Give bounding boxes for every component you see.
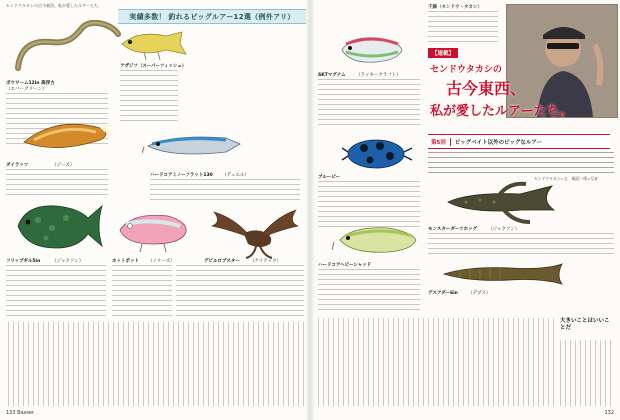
flip-gill-image	[8, 198, 104, 254]
lure-label-r5: デスアダー6in	[428, 291, 458, 296]
lure-text-3	[6, 169, 108, 197]
vertical-body-text	[8, 322, 304, 406]
writer-credit: センドウタカシ=文	[534, 176, 568, 181]
lure-text-4	[150, 179, 300, 203]
author-name: 千藤（センドウ・タカシ）	[428, 5, 482, 10]
lure-sub-1: （エバーグリーン）	[6, 87, 47, 92]
lure-label-r3: ハードコアヘビーシャッド	[318, 263, 372, 268]
lure-sub-6: （ノリーズ）	[148, 259, 175, 264]
series-title-panel	[428, 48, 582, 132]
lure-text-5	[6, 265, 106, 317]
feature-banner	[118, 9, 306, 24]
monster-hog-image	[440, 180, 560, 226]
title-line-1: センドウタカシの	[430, 65, 502, 75]
lure-text-r4	[428, 233, 614, 255]
chapter-title: ビッグベイト以外のビッグなルアー	[454, 139, 543, 146]
lure-sub-4: （デュエル）	[222, 173, 249, 178]
lure-label-6: ホットポット	[112, 259, 139, 264]
chapter-divider	[450, 138, 451, 146]
lure-sub-r4: （ジャクソン）	[488, 227, 520, 232]
lure-label-4: ハードコアミノーフラット130	[150, 173, 213, 178]
left-folio: 133 Basser	[6, 410, 34, 416]
lure-label-5: フリップギル5in	[6, 259, 41, 264]
lure-label-r2: ブルーピー	[318, 175, 341, 180]
blue-bug-image	[340, 134, 414, 174]
devil-lobster-image	[204, 204, 300, 260]
vertical-body-text-right-2	[560, 340, 614, 406]
lure-sub-3: （ジーズ）	[52, 163, 75, 168]
serial-tag: 【連載】	[428, 48, 458, 58]
vertical-body-text-right	[318, 318, 554, 406]
heavy-shad-image	[332, 222, 426, 258]
hot-pot-image	[112, 206, 194, 254]
chapter-number: 第5回	[431, 139, 446, 146]
lure-text-r2	[318, 181, 420, 227]
worm-lure-image	[12, 20, 122, 78]
lure-text-r3	[318, 269, 420, 313]
right-page	[310, 0, 620, 420]
lure-sub-5: （ジャクソン）	[52, 259, 84, 264]
column-heading: 大きいことはいいことだ	[560, 318, 610, 331]
lure-label-7: デビルロブスター	[204, 259, 240, 264]
death-adder-image	[440, 258, 566, 288]
lure-label-2: アザジフ（スーパーフィッシュ）	[120, 64, 187, 69]
spoon-lure-image	[16, 112, 116, 156]
intro-text	[428, 11, 498, 43]
lure-sub-r5: （デプス）	[468, 291, 491, 296]
yellow-swimbait-image	[118, 28, 190, 62]
title-line-2: 古今東西、	[446, 79, 527, 98]
lure-text-6	[112, 265, 172, 317]
lure-text-2	[120, 70, 178, 122]
lure-label-3: ダイラッツ	[6, 163, 29, 168]
lure-label-1: ボウワーム12in 高浮力	[6, 81, 55, 86]
running-head: センドウタカシの古今東西、私が愛したルアーたち。	[6, 3, 102, 8]
feature-title: 実績多数！ 釣れるビッグルアー12選（例外アリ）	[129, 12, 295, 21]
title-line-3: 私が愛したルアーたち。	[430, 104, 573, 119]
right-folio: 132	[604, 410, 614, 416]
lead-text	[428, 152, 614, 174]
lure-sub-r1: （ラッキークラフト）	[356, 73, 401, 78]
chapter-bar	[428, 134, 610, 149]
lure-text-7	[176, 265, 304, 317]
minnow-lure-image	[142, 128, 246, 168]
lure-label-r1: SKTマグナム	[318, 73, 346, 78]
photo-credit: 嶋田一郎=写真	[572, 176, 598, 181]
skt-magnum-image	[336, 30, 410, 70]
lure-sub-7: （ケイテック）	[250, 259, 282, 264]
lure-text-r1	[318, 79, 420, 129]
lure-label-r4: モンスターダーツホッグ	[428, 227, 478, 232]
